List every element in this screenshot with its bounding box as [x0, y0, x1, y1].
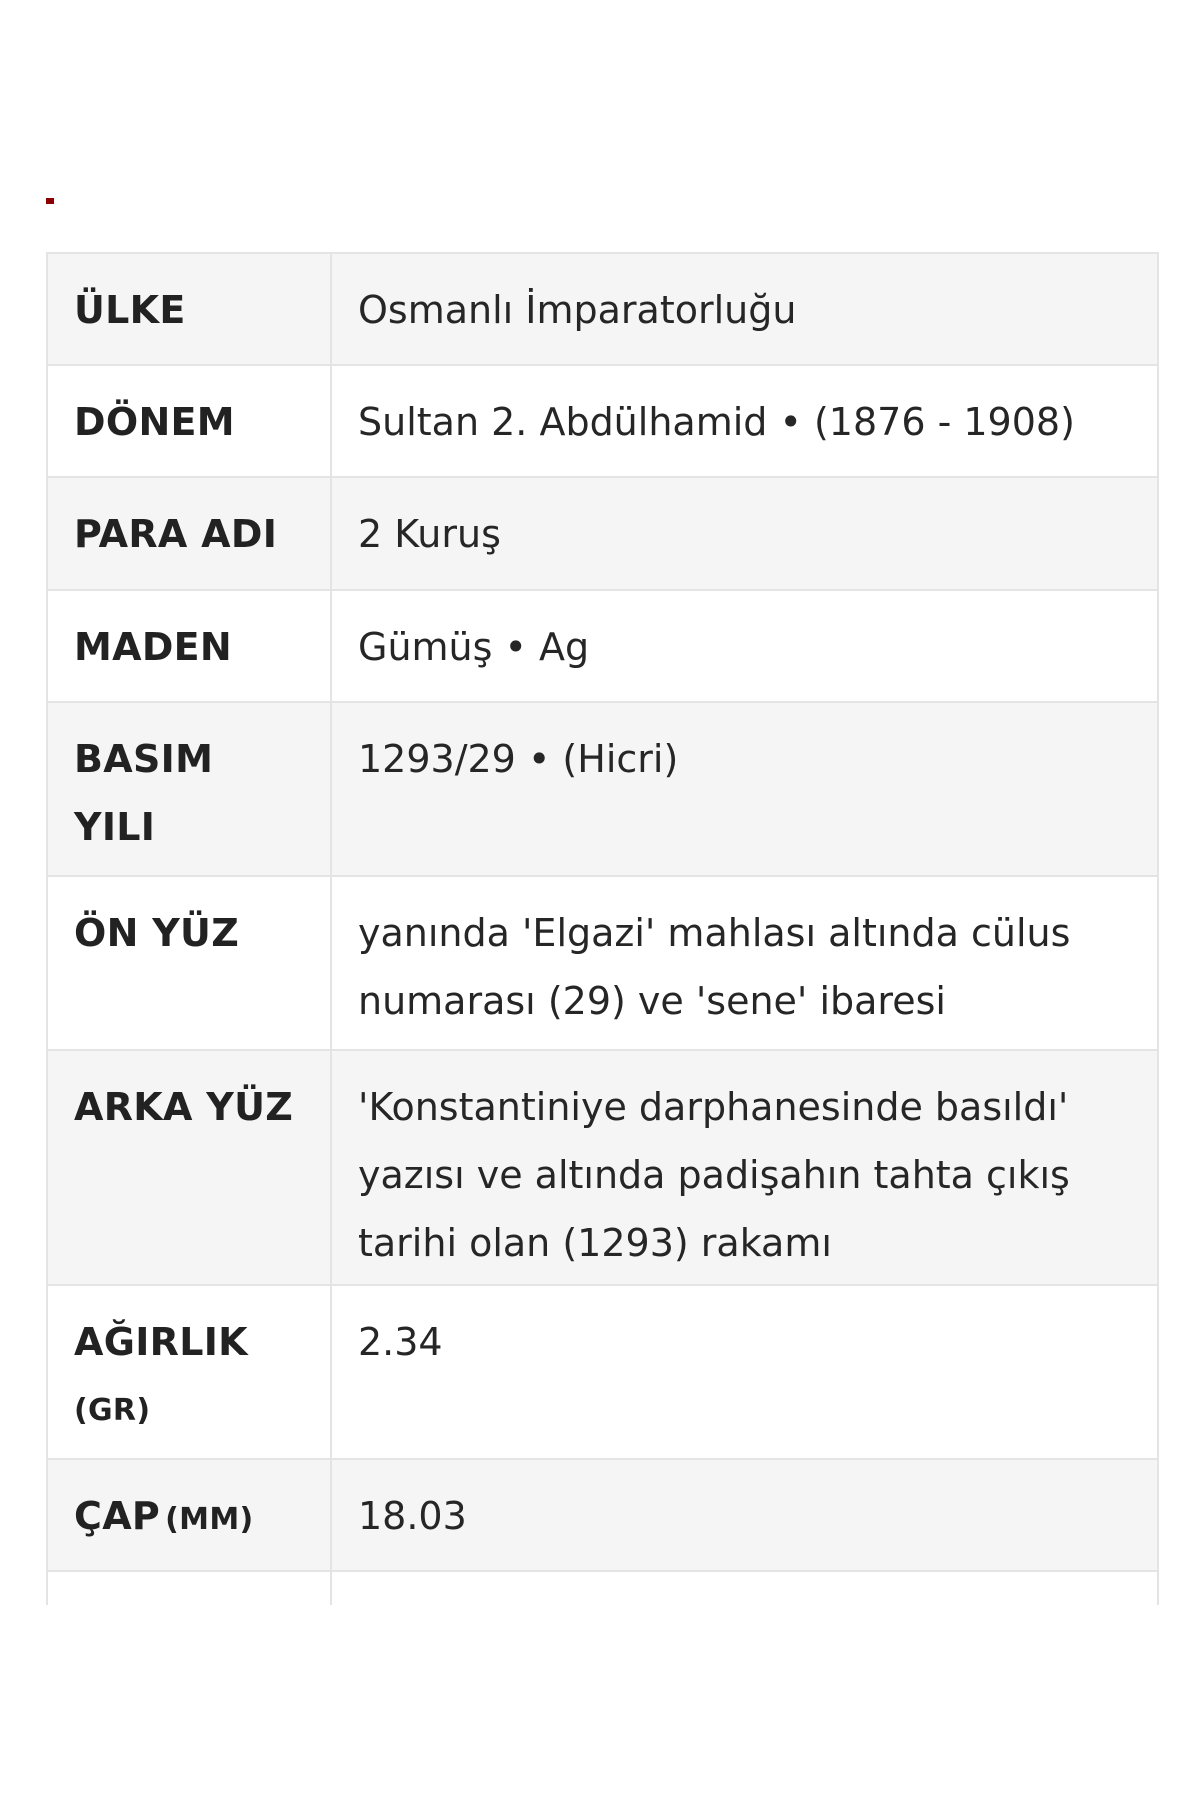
table-row-donem — [47, 365, 1158, 477]
row-label: ÇAP — [74, 1494, 161, 1538]
row-value-cell — [331, 477, 1158, 590]
row-label-cell — [47, 1285, 331, 1459]
row-label: AĞIRLIK — [74, 1320, 248, 1364]
table-row-partial — [47, 1571, 1158, 1605]
table-row-para-adi — [47, 477, 1158, 590]
row-value: 'Konstantiniye darphanesinde basıldı' yazısı ve altında padişahın tahta çıkış tarihi olan (1293) rakamı — [358, 1085, 1070, 1265]
row-value: Osmanlı İmparatorluğu — [358, 288, 797, 332]
table-row-cap — [47, 1459, 1158, 1571]
row-label-cell — [47, 590, 331, 702]
row-value-cell — [331, 702, 1158, 876]
row-label: ÜLKE — [74, 288, 186, 332]
row-value: 1293/29 • (Hicri) — [358, 737, 679, 781]
row-label: ARKA YÜZ — [74, 1085, 294, 1129]
row-value: 2.34 — [358, 1320, 443, 1364]
table-row-arka-yuz — [47, 1050, 1158, 1285]
row-label: ÖN YÜZ — [74, 911, 240, 955]
table-row-ulke — [47, 253, 1158, 365]
row-value: Sultan 2. Abdülhamid • (1876 - 1908) — [358, 400, 1075, 444]
row-label: DÖNEM — [74, 400, 235, 444]
row-label-cell — [47, 1571, 331, 1605]
row-label-unit: (MM) — [165, 1502, 254, 1537]
row-value: 2 Kuruş — [358, 512, 501, 556]
row-value: 18.03 — [358, 1494, 467, 1538]
table-row-basim-yili — [47, 702, 1158, 876]
row-value-cell — [331, 1285, 1158, 1459]
row-label-cell — [47, 876, 331, 1050]
row-value-cell — [331, 1050, 1158, 1285]
row-value-cell — [331, 365, 1158, 477]
row-label-cell — [47, 477, 331, 590]
row-label-cell — [47, 253, 331, 365]
row-value-cell — [331, 876, 1158, 1050]
row-label-cell — [47, 702, 331, 876]
row-label: PARA ADI — [74, 512, 278, 556]
row-value-cell — [331, 1459, 1158, 1571]
row-value: Gümüş • Ag — [358, 625, 590, 669]
table-row-agirlik — [47, 1285, 1158, 1459]
row-value-cell — [331, 1571, 1158, 1605]
section-marker — [46, 198, 54, 204]
row-label-unit: (GR) — [74, 1393, 151, 1428]
table-row-maden — [47, 590, 1158, 702]
coin-spec-table — [46, 252, 1159, 1605]
row-label-cell — [47, 365, 331, 477]
table-row-on-yuz — [47, 876, 1158, 1050]
row-label-cell — [47, 1459, 331, 1571]
row-value: yanında 'Elgazi' mahlası altında cülus numarası (29) ve 'sene' ibaresi — [358, 911, 1071, 1023]
row-value-cell — [331, 590, 1158, 702]
row-label-cell — [47, 1050, 331, 1285]
row-value-cell — [331, 253, 1158, 365]
row-label: MADEN — [74, 625, 233, 669]
row-label: BASIM YILI — [74, 737, 214, 849]
